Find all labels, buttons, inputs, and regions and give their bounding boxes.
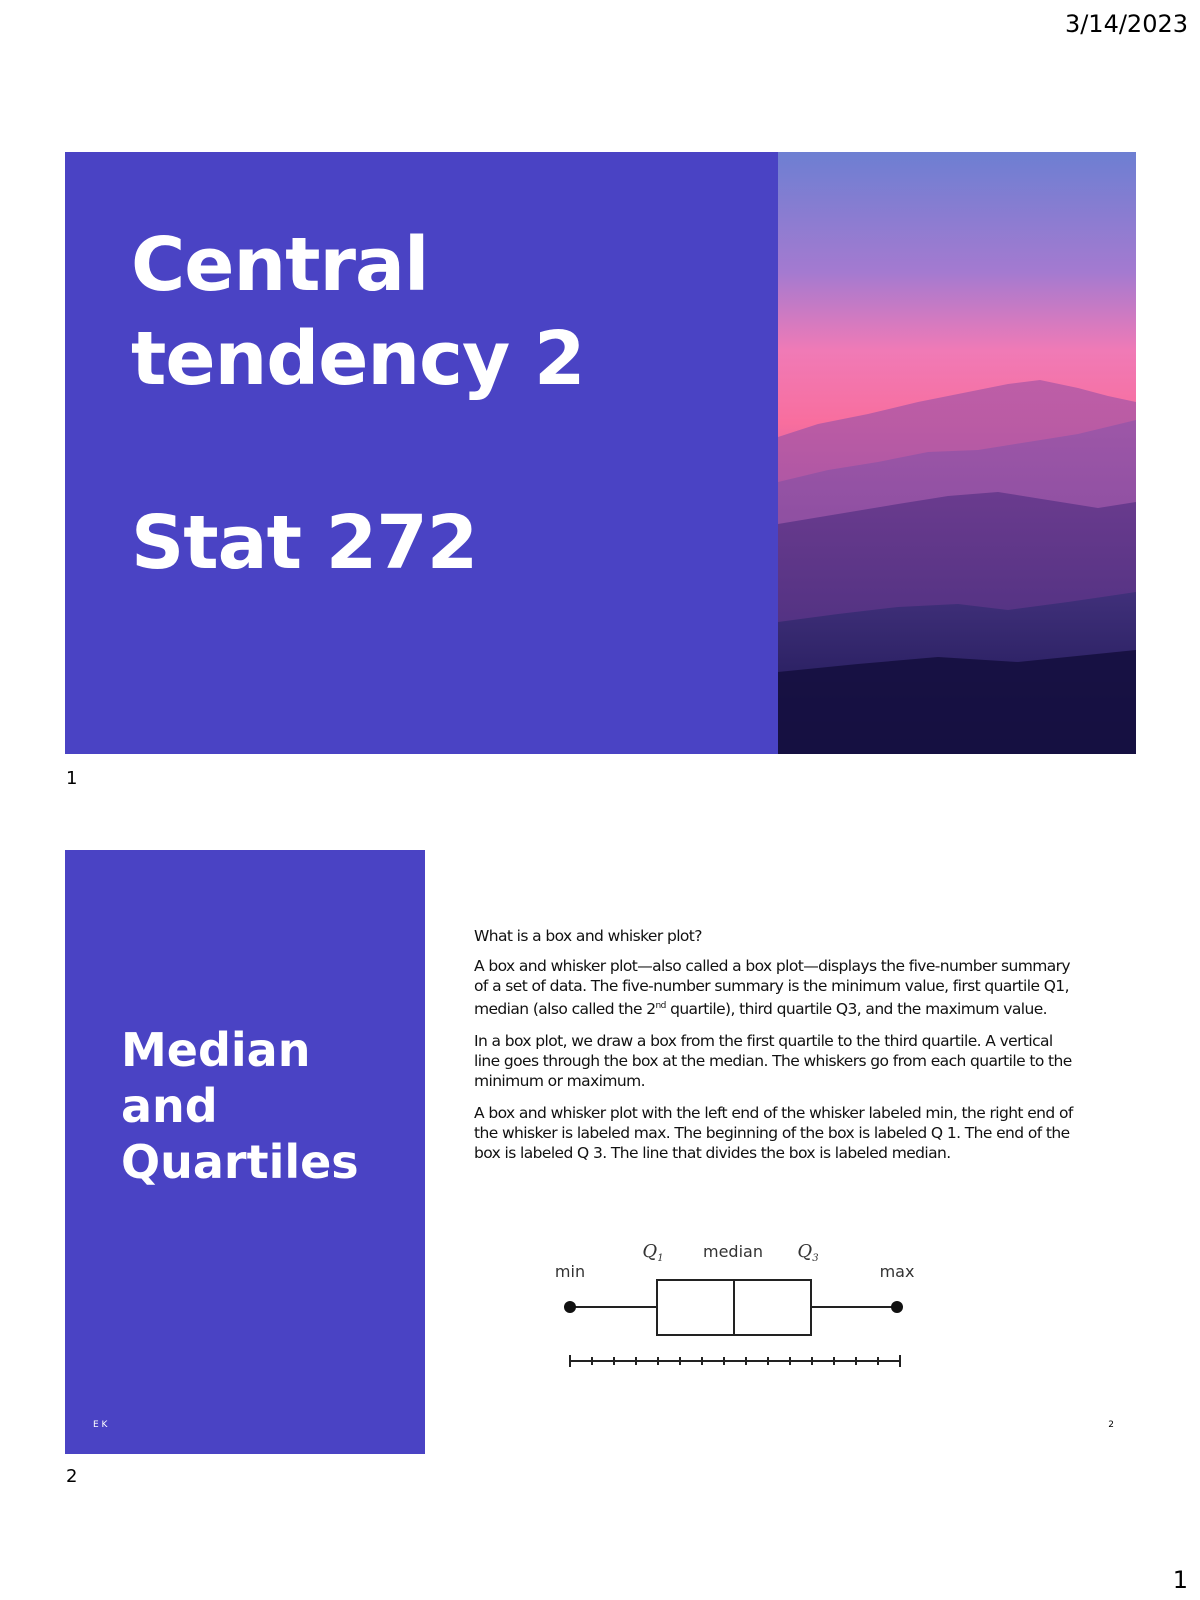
title-line-2: tendency 2 [131, 316, 585, 402]
label-q1-sub: 1 [657, 1253, 664, 1264]
document-date: 3/14/2023 [1064, 10, 1188, 38]
label-q3-letter: Q [797, 1243, 813, 1262]
question-text: What is a box and whisker plot? [474, 927, 702, 945]
number-line [570, 1355, 900, 1367]
label-median: median [703, 1243, 763, 1261]
max-point [891, 1301, 903, 1313]
paragraph-2: In a box plot, we draw a box from the first quartile to the third quartile. A vertical line goes through the box at the median. The whiskers go from each quartile to the minimum or maximum. [474, 1032, 1072, 1091]
title-spacer [131, 406, 731, 496]
paragraph-1-part-b: quartile), third quartile Q3, and the maximum value. [665, 1000, 1047, 1019]
box-and-whisker-diagram [550, 1243, 940, 1403]
slide-1-number: 1 [66, 768, 78, 789]
label-min: min [554, 1262, 586, 1281]
slide-1-title [131, 218, 731, 586]
paragraph-1-part-a: A box and whisker plot—also called a box plot—displays the five-number summary of a set of data. The five-number summary is the minimum value, first quartile Q1, median (also called the 2 [474, 957, 1070, 1019]
slide-2-number: 2 [66, 1466, 78, 1487]
author-initials: E K [93, 1420, 108, 1430]
paragraph-3: A box and whisker plot with the left end of the whisker labeled min, the right end of the whisker is labeled max. The beginning of the box is labeled Q 1. The end of the box is labeled Q 3. The line that divides the box is labeled median. [474, 1104, 1073, 1163]
slide-2-title [121, 1022, 359, 1190]
mountain-sunset-image [778, 152, 1136, 754]
slide-2-side-panel [65, 850, 425, 1454]
page-number: 1 [1172, 1566, 1188, 1594]
label-q3-sub: 3 [812, 1253, 819, 1264]
slide-2-footer-number: 2 [1108, 1420, 1114, 1430]
panel-title-line-2: and [121, 1079, 218, 1133]
label-q1-letter: Q [642, 1243, 658, 1262]
panel-title-line-1: Median [121, 1023, 311, 1077]
slide-2-body [474, 926, 1082, 1175]
slide-2 [65, 850, 1136, 1454]
panel-title-line-3: Quartiles [121, 1135, 359, 1189]
title-line-3: Stat 272 [131, 500, 478, 586]
ordinal-suffix: nd [655, 1001, 666, 1011]
paragraph-1 [474, 956, 1082, 1019]
title-line-1: Central [131, 222, 429, 308]
slide-1 [65, 152, 1136, 754]
min-point [564, 1301, 576, 1313]
label-q3 [797, 1243, 818, 1264]
label-q1 [642, 1243, 663, 1264]
label-max: max [879, 1262, 915, 1281]
